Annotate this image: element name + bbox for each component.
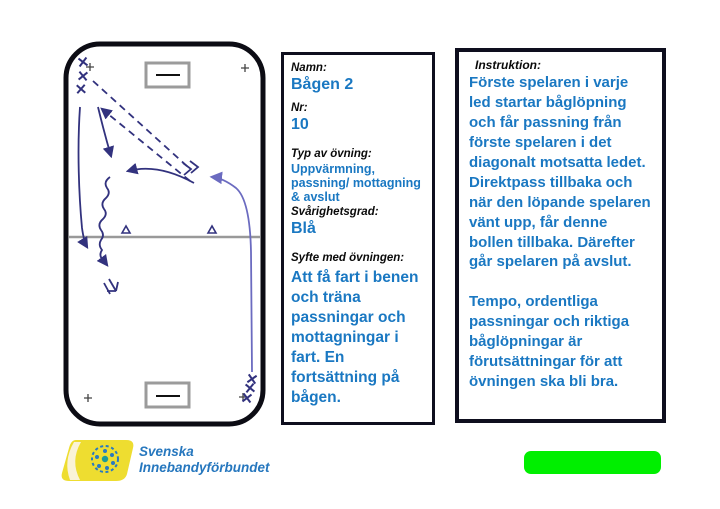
exercise-purpose-value: Att få fart i benen och träna passningar och mottagningar i fart. En fortsättning på bågen.	[291, 268, 419, 407]
goal-cage-top	[146, 63, 189, 87]
instruction-label: Instruktion:	[475, 58, 541, 72]
exercise-difficulty-label: Svårighetsgrad:	[291, 205, 379, 218]
instruction-paragraph-1: Förste spelaren i varje led startar båglöpning och får passning från förste spelaren i det diagonalt motsatta ledet. Direktpass tillbaka och när den löpande spelaren vänt upp, får denne bollen tillbaka. Därefter går spelaren på avslut.	[469, 74, 651, 271]
goal-cage-bottom	[146, 383, 189, 407]
exercise-nr-label: Nr:	[291, 101, 308, 114]
instruction-paragraph-2: Tempo, ordentliga passningar och riktiga båglöpningar är förutsättningar för att övningen ska bli bra.	[469, 293, 630, 391]
exercise-nr-value: 10	[291, 115, 309, 133]
floorball-logo-icon	[60, 436, 136, 484]
instruction-panel	[455, 48, 666, 423]
exercise-name-label: Namn:	[291, 62, 327, 74]
rink-outline	[66, 44, 263, 424]
exercise-type-label: Typ av övning:	[291, 148, 372, 161]
exercise-name-value: Bågen 2	[291, 76, 354, 94]
logo-text-line2: Innebandyförbundet	[139, 460, 270, 475]
action-button[interactable]	[524, 451, 661, 474]
exercise-purpose-label: Syfte med övningen:	[291, 252, 405, 265]
exercise-info-panel	[281, 52, 435, 425]
rink-diagram	[0, 0, 280, 440]
exercise-difficulty-value: Blå	[291, 220, 316, 237]
exercise-type-value: Uppvärmning, passning/ mottagning & avslut	[291, 161, 421, 205]
sif-logo	[60, 436, 270, 484]
logo-text-line1: Svenska	[139, 443, 194, 459]
